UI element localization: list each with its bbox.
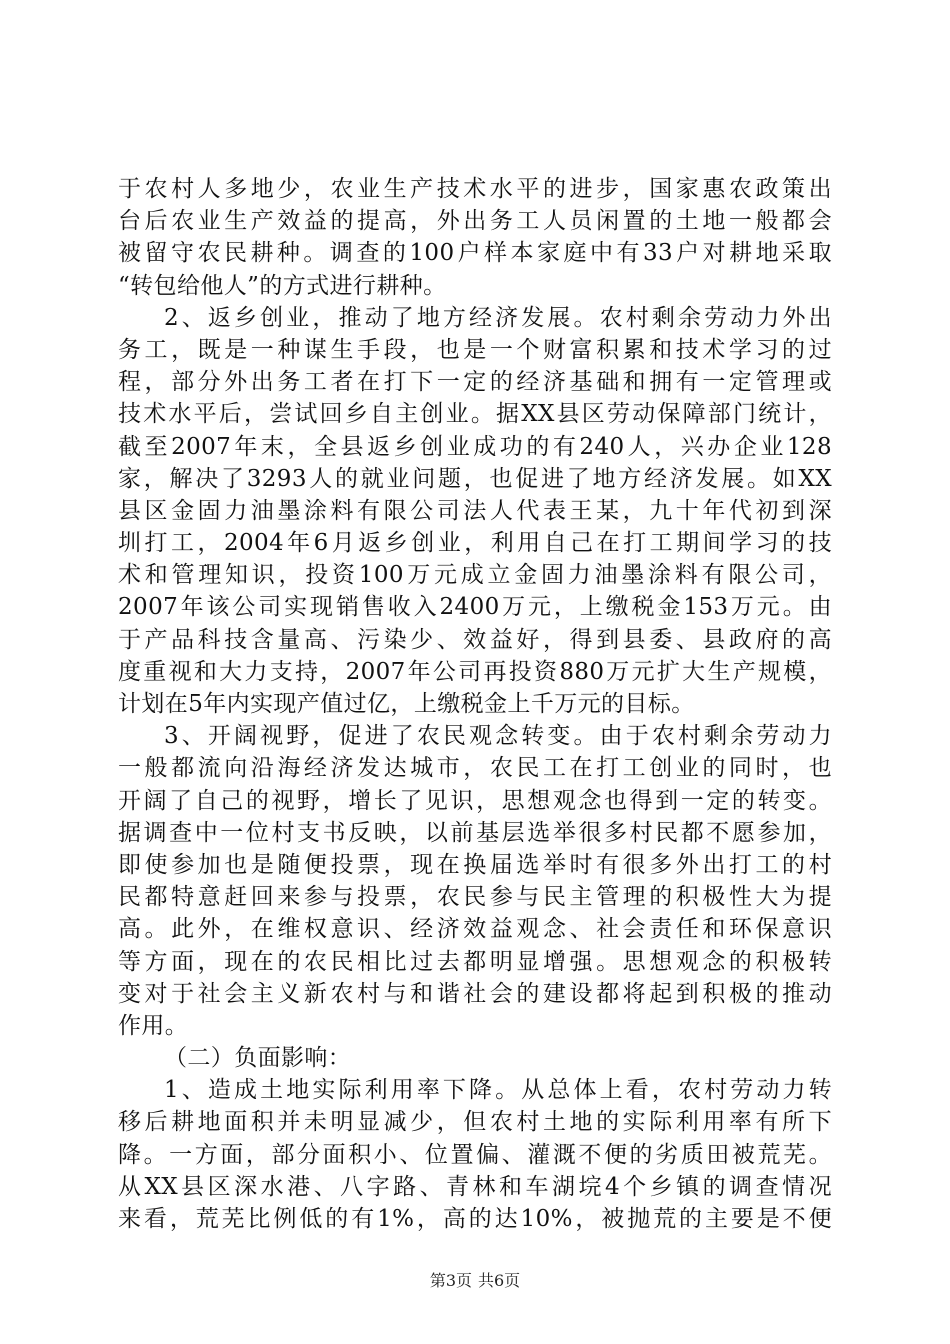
section-heading: （二）负面影响： [164, 1045, 352, 1072]
text-line: 程，部分外出务工者在打下一定的经济基础和拥有一定管理或 [118, 369, 832, 396]
text-line: 2、返乡创业，推动了地方经济发展。农村剩余劳动力外出 [164, 304, 832, 331]
text-line: 3、开阔视野，促进了农民观念转变。由于农村剩余劳动力 [164, 723, 832, 750]
text-line: 降。一方面，部分面积小、位置偏、灌溉不便的劣质田被荒芜。 [118, 1141, 832, 1168]
text-line: 开阔了自己的视野，增长了见识，思想观念也得到一定的转变。 [118, 787, 832, 814]
text-line: 2007年该公司实现销售收入2400万元，上缴税金153万元。由 [118, 594, 832, 621]
text-line: 度重视和大力支持，2007年公司再投资880万元扩大生产规模， [118, 658, 832, 685]
text-line: 计划在5年内实现产值过亿，上缴税金上千万元的目标。 [118, 691, 695, 717]
text-line: 一般都流向沿海经济发达城市，农民工在打工创业的同时，也 [118, 755, 832, 782]
text-line: 民都特意赶回来参与投票，农民参与民主管理的积极性大为提 [118, 884, 832, 911]
text-line: 术和管理知识，投资100万元成立金固力油墨涂料有限公司， [118, 562, 832, 589]
page-footer [0, 1271, 950, 1291]
text-line: 据调查中一位村支书反映，以前基层选举很多村民都不愿参加， [118, 819, 832, 846]
text-line: 截至2007年末，全县返乡创业成功的有240人，兴办企业128 [118, 433, 832, 460]
text-line: 于农村人多地少，农业生产技术水平的进步，国家惠农政策出 [118, 176, 832, 202]
document-body [118, 173, 832, 1235]
page-total: 共6页 [478, 1271, 521, 1290]
text-line: 等方面，现在的农民相比过去都明显增强。思想观念的积极转 [118, 948, 832, 975]
text-line: 作用。 [118, 1012, 189, 1039]
text-line: “转包给他人”的方式进行耕种。 [118, 272, 447, 299]
text-line: 移后耕地面积并未明显减少，但农村土地的实际利用率有所下 [118, 1109, 832, 1136]
text-line: 从XX县区深水港、八字路、青林和车湖垸4个乡镇的调查情况 [118, 1173, 832, 1200]
text-line: 于产品科技含量高、污染少、效益好，得到县委、县政府的高 [118, 626, 832, 653]
text-line: 被留守农民耕种。调查的100户样本家庭中有33户对耕地采取 [118, 240, 832, 267]
text-line: 即使参加也是随便投票，现在换届选举时有很多外出打工的村 [118, 851, 832, 878]
page-number: 第3页 [429, 1271, 472, 1290]
text-line: 技术水平后，尝试回乡自主创业。据XX县区劳动保障部门统计， [118, 401, 832, 428]
text-line: 家，解决了3293人的就业问题，也促进了地方经济发展。如XX [118, 465, 832, 492]
text-line: 县区金固力油墨涂料有限公司法人代表王某，九十年代初到深 [118, 497, 832, 524]
text-line: 来看，荒芜比例低的有1%，高的达10%，被抛荒的主要是不便 [118, 1206, 832, 1232]
text-line: 1、造成土地实际利用率下降。从总体上看，农村劳动力转 [164, 1077, 832, 1104]
text-line: 圳打工，2004年6月返乡创业，利用自己在打工期间学习的技 [118, 530, 832, 557]
text-line: 高。此外，在维权意识、经济效益观念、社会责任和环保意识 [118, 916, 832, 943]
text-line: 台后农业生产效益的提高，外出务工人员闲置的土地一般都会 [118, 208, 832, 235]
text-line: 务工，既是一种谋生手段，也是一个财富积累和技术学习的过 [118, 336, 832, 363]
text-line: 变对于社会主义新农村与和谐社会的建设都将起到积极的推动 [118, 980, 832, 1007]
